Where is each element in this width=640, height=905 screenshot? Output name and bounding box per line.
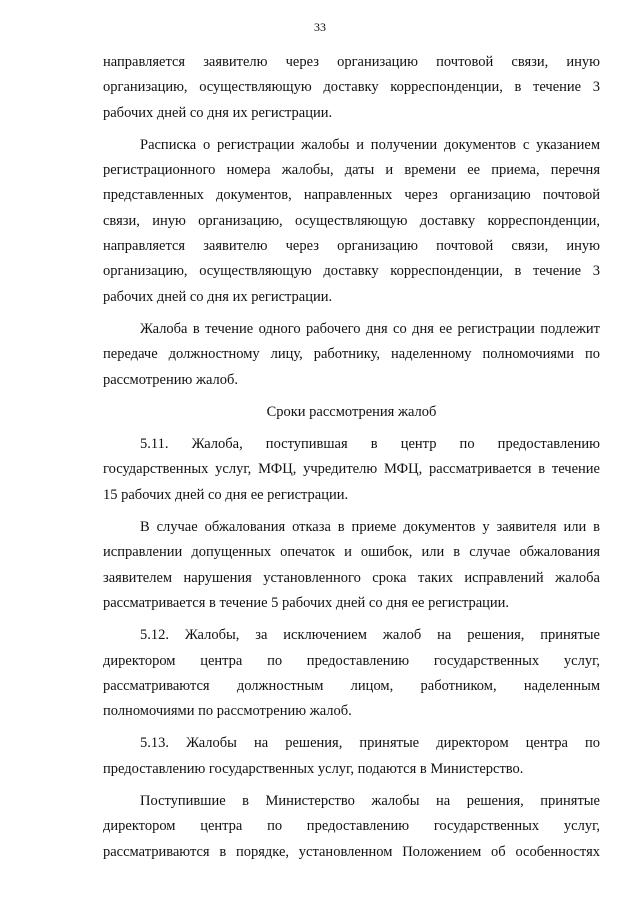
text-line: рассматриваются в порядке, установленном Положением об особенностях [103,843,600,860]
text-line: передаче должностному лицу, работнику, наделенному полномочиями по [103,346,600,363]
document-body [103,50,600,872]
paragraph-transfer [103,317,600,393]
text-line: представленных документов, направленных через организацию почтовой [103,187,600,204]
text-line: В случае обжалования отказа в приеме документов у заявителя или в [140,519,600,536]
text-line: рассмотрению жалоб. [103,371,239,388]
text-line: 5.12. Жалобы, за исключением жалоб на решения, принятые [140,627,600,644]
paragraph-5-12 [103,623,600,724]
section-heading: Сроки рассмотрения жалоб [266,403,437,420]
text-line: директором центра по предоставлению государственных услуг, [103,652,600,669]
text-line: организацию, осуществляющую доставку корреспонденции, в течение 3 [103,263,600,280]
text-line: 5.11. Жалоба, поступившая в центр по предоставлению [140,436,600,453]
text-line: государственных услуг, МФЦ, учредителю МФЦ, рассматривается в течение [103,461,600,478]
paragraph-refusal [103,515,600,616]
text-line: направляется заявителю через организацию почтовой связи, иную [103,238,600,255]
text-line: связи, иную организацию, осуществляющую доставку корреспонденции, [103,212,600,229]
text-line: заявителем нарушения установленного срока таких исправлений жалоба [103,569,600,586]
text-line: Расписка о регистрации жалобы и получении документов с указанием [140,136,600,153]
text-line: рабочих дней со дня их регистрации. [103,288,333,305]
text-line: Поступившие в Министерство жалобы на решения, принятые [140,793,600,810]
paragraph-receipt [103,133,600,310]
text-line: организацию, осуществляющую доставку корреспонденции, в течение 3 [103,79,600,96]
text-line: направляется заявителю через организацию почтовой связи, иную [103,54,600,70]
paragraph-ministry [103,789,600,865]
paragraph-5-11 [103,432,600,508]
text-line: рассматриваются должностным лицом, работником, наделенным [103,677,600,694]
paragraph-continuation [103,50,600,126]
text-line: предоставлению государственных услуг, подаются в Министерство. [103,760,524,777]
text-line: регистрационного номера жалобы, даты и времени ее приема, перечня [103,162,600,179]
text-line: Жалоба в течение одного рабочего дня со дня ее регистрации подлежит [140,320,600,337]
text-line: 15 рабочих дней со дня ее регистрации. [103,486,349,503]
text-line: полномочиями по рассмотрению жалоб. [103,703,352,720]
text-line: 5.13. Жалобы на решения, принятые директором центра по [140,735,600,752]
text-line: рассматривается в течение 5 рабочих дней со дня ее регистрации. [103,594,510,611]
section-heading-wrap [103,400,600,425]
text-line: рабочих дней со дня их регистрации. [103,104,333,121]
page-number: 33 [314,20,326,34]
text-line: директором центра по предоставлению государственных услуг, [103,818,600,835]
text-line: исправлении допущенных опечаток и ошибок, или в случае обжалования [103,544,600,561]
paragraph-5-13 [103,731,600,782]
